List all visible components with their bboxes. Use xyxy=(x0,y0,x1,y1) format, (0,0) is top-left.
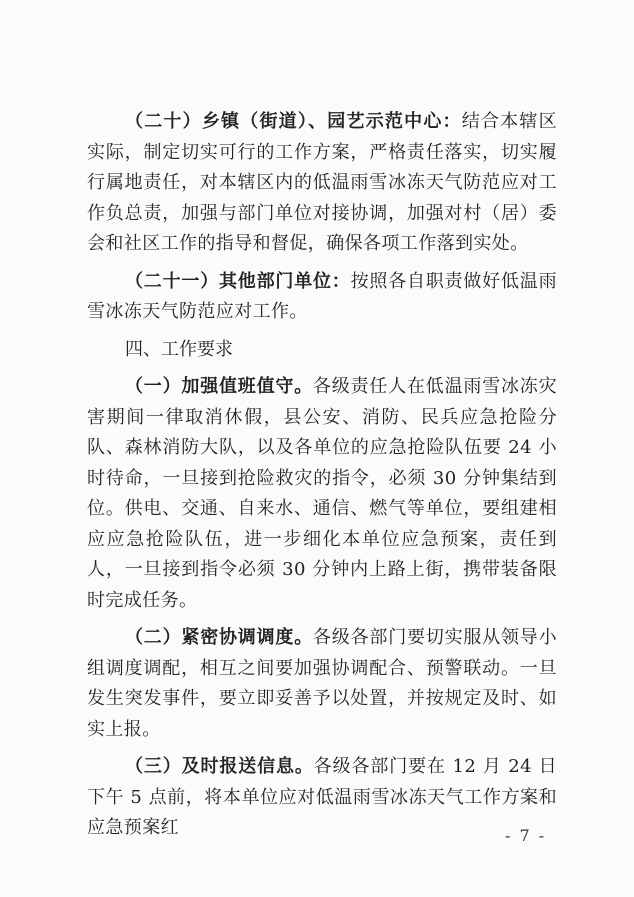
requirement-text: 各级责任人在低温雨雪冰冻灾害期间一律取消休假，县公安、消防、民兵应急抢险分队、森林消防大队，以及各单位的应急抢险队伍要 24 小时待命，一旦接到抢险救灾的指令，必须 30 分钟集结到位。供电、交通、自来水、通信、燃气等单位，要组建相应应急抢险队伍，进一步细化本单位应急预案，责任到人，一旦接到指令必须 30 分钟内上路上街，携带装备限时完成任务。 xyxy=(87,376,557,611)
paragraph-text: 按照各自职责做好低温雨雪冰冻天气防范应对工作。 xyxy=(87,270,557,322)
paragraph-heading: （二十）乡镇（街道）、园艺示范中心： xyxy=(125,111,462,132)
page-number: - 7 - xyxy=(505,826,547,845)
requirement-heading: （三）及时报送信息。 xyxy=(125,756,314,777)
requirement-duty xyxy=(87,372,557,616)
requirement-heading: （一）加强值班值守。 xyxy=(125,376,313,397)
section-title: 四、工作要求 xyxy=(125,338,233,360)
paragraph-text: 结合本辖区实际，制定切实可行的工作方案，严格责任落实，切实履行属地责任，对本辖区内的低温雨雪冰冻天气防范应对工作负总责，加强与部门单位对接协调，加强对村（居）委会和社区工作的指导和督促，确保各项工作落到实处。 xyxy=(87,111,558,254)
requirement-heading: （二）紧密协调调度。 xyxy=(125,627,313,648)
requirement-text: 各级各部门要切实服从领导小组调度调配，相互之间要加强协调配合、预警联动。一旦发生突发事件，要立即妥善予以处置，并按规定及时、如实上报。 xyxy=(87,627,557,740)
paragraph-other-departments xyxy=(87,267,557,328)
document-body xyxy=(87,107,557,844)
paragraph-heading: （二十一）其他部门单位： xyxy=(125,270,351,292)
requirement-reporting xyxy=(87,752,557,844)
requirement-text: 各级各部门要在 12 月 24 日下午 5 点前，将本单位应对低温雨雪冰冻天气工作方案和应急预案红 xyxy=(87,756,558,838)
requirement-coordination xyxy=(87,623,557,745)
paragraph-township xyxy=(87,107,557,260)
